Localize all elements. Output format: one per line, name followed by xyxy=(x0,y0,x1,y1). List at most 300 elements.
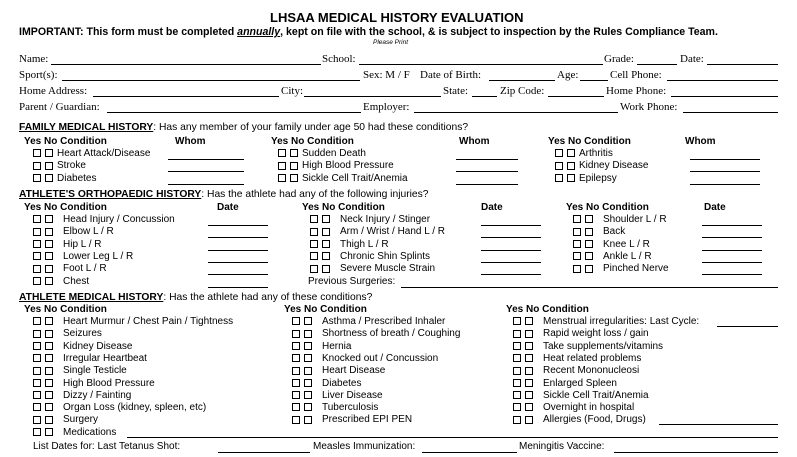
no-checkbox[interactable] xyxy=(322,240,330,248)
no-checkbox[interactable] xyxy=(45,354,53,362)
date-field[interactable] xyxy=(702,262,762,263)
condition-label: Severe Muscle Strain xyxy=(340,263,436,275)
state-field[interactable] xyxy=(472,96,497,97)
condition-label: Shoulder L / R xyxy=(603,214,667,225)
condition-label: Arm / Wrist / Hand L / R xyxy=(340,226,446,238)
important-prefix: IMPORTANT: This form must be completed xyxy=(19,26,238,38)
work-phone-field[interactable] xyxy=(683,112,778,113)
condition-label: Sudden Death xyxy=(302,148,366,159)
condition-label: Sickle Cell Trait/Anemia xyxy=(543,389,649,401)
no-header: No xyxy=(44,202,58,213)
address-field[interactable] xyxy=(93,96,279,97)
condition-row xyxy=(513,353,641,364)
no-checkbox[interactable] xyxy=(322,215,330,223)
yes-checkbox[interactable] xyxy=(310,228,318,236)
condition-row xyxy=(310,263,435,274)
important-emphasis: annually xyxy=(237,26,281,38)
yes-checkbox[interactable] xyxy=(292,317,300,325)
yes-checkbox[interactable] xyxy=(33,403,41,411)
ortho-col2-header xyxy=(302,202,385,213)
no-header: No xyxy=(44,304,58,315)
yes-header: Yes xyxy=(24,304,42,315)
condition-row xyxy=(33,390,131,401)
yes-checkbox[interactable] xyxy=(573,252,581,260)
no-checkbox[interactable] xyxy=(45,149,53,157)
age-label: Age: xyxy=(557,69,579,81)
no-checkbox[interactable] xyxy=(585,265,593,273)
yes-checkbox[interactable] xyxy=(310,265,318,273)
yes-checkbox[interactable] xyxy=(513,342,521,350)
no-header: No xyxy=(586,202,600,213)
condition-row xyxy=(292,341,351,352)
ortho-history-heading xyxy=(19,189,429,200)
ortho-history-title: ATHLETE'S ORTHOPAEDIC HISTORY xyxy=(19,189,202,200)
ortho-date-header-2: Date xyxy=(481,202,503,213)
yes-checkbox[interactable] xyxy=(292,391,300,399)
state-label: State: xyxy=(443,85,469,97)
condition-row xyxy=(292,414,412,425)
ortho-date-header-1: Date xyxy=(217,202,239,213)
no-checkbox[interactable] xyxy=(304,342,312,350)
yes-checkbox[interactable] xyxy=(513,379,521,387)
yes-checkbox[interactable] xyxy=(33,342,41,350)
yes-checkbox[interactable] xyxy=(33,228,41,236)
condition-row xyxy=(573,226,625,237)
yes-checkbox[interactable] xyxy=(513,403,521,411)
employer-field[interactable] xyxy=(414,112,618,113)
date-field[interactable] xyxy=(208,237,268,238)
date-field[interactable] xyxy=(208,274,268,275)
date-field[interactable] xyxy=(702,274,762,275)
yes-checkbox[interactable] xyxy=(33,330,41,338)
condition-row xyxy=(513,378,617,389)
no-header: No xyxy=(44,136,58,147)
yes-header: Yes xyxy=(548,136,566,147)
whom-field[interactable] xyxy=(168,159,244,160)
no-checkbox[interactable] xyxy=(45,416,53,424)
condition-label: Prescribed EPI PEN xyxy=(322,414,413,426)
condition-label: Lower Leg L / R xyxy=(63,250,134,262)
measles-label: Measles Immunization: xyxy=(313,441,416,452)
condition-row xyxy=(33,365,127,376)
condition-header: Condition xyxy=(60,304,107,315)
no-checkbox[interactable] xyxy=(304,354,312,362)
condition-label: Pinched Nerve xyxy=(603,263,669,275)
no-checkbox[interactable] xyxy=(45,174,53,182)
condition-header: Condition xyxy=(60,136,107,147)
date-field[interactable] xyxy=(481,237,541,238)
family-history-title: FAMILY MEDICAL HISTORY xyxy=(19,122,154,133)
athlete-history-heading xyxy=(19,292,372,303)
yes-checkbox[interactable] xyxy=(292,354,300,362)
condition-label: Tuberculosis xyxy=(322,402,379,414)
condition-label: Kidney Disease xyxy=(579,160,649,172)
cell-phone-field[interactable] xyxy=(667,80,778,81)
family-col3-header xyxy=(548,136,631,147)
condition-label: Surgery xyxy=(63,414,99,426)
condition-row xyxy=(555,148,613,159)
no-checkbox[interactable] xyxy=(45,367,53,375)
condition-row xyxy=(310,251,430,262)
cell-phone-label: Cell Phone: xyxy=(610,69,662,81)
condition-row xyxy=(573,239,650,250)
yes-checkbox[interactable] xyxy=(310,240,318,248)
no-checkbox[interactable] xyxy=(45,428,53,436)
condition-label: Epilepsy xyxy=(579,172,617,184)
no-checkbox[interactable] xyxy=(45,342,53,350)
condition-row xyxy=(513,316,699,327)
grade-field[interactable] xyxy=(637,64,677,65)
condition-row xyxy=(513,328,649,339)
athlete-history-question: : Has the athlete had any of these conditions? xyxy=(163,292,373,303)
yes-checkbox[interactable] xyxy=(33,149,41,157)
ortho-col3-header xyxy=(566,202,649,213)
condition-header: Condition xyxy=(584,136,631,147)
no-checkbox[interactable] xyxy=(525,391,533,399)
no-checkbox[interactable] xyxy=(45,379,53,387)
yes-checkbox[interactable] xyxy=(278,149,286,157)
condition-row xyxy=(292,378,361,389)
whom-field[interactable] xyxy=(456,159,518,160)
no-checkbox[interactable] xyxy=(45,228,53,236)
date-field[interactable] xyxy=(702,225,762,226)
yes-checkbox[interactable] xyxy=(33,162,41,170)
please-print-note: Please Print xyxy=(373,39,409,46)
tetanus-field[interactable] xyxy=(218,452,310,453)
condition-row xyxy=(573,251,652,262)
athlete-col2-header xyxy=(284,304,367,315)
yes-checkbox[interactable] xyxy=(555,149,563,157)
yes-checkbox[interactable] xyxy=(513,416,521,424)
no-checkbox[interactable] xyxy=(525,416,533,424)
condition-label: Back xyxy=(603,226,626,238)
condition-label: Hip L / R xyxy=(63,238,102,250)
yes-header: Yes xyxy=(302,202,320,213)
name-field[interactable] xyxy=(51,64,321,65)
condition-row xyxy=(513,402,634,413)
yes-checkbox[interactable] xyxy=(292,403,300,411)
condition-row xyxy=(513,414,646,425)
condition-row xyxy=(292,353,438,364)
no-header: No xyxy=(568,136,582,147)
parent-label: Parent / Guardian: xyxy=(19,101,100,113)
condition-row xyxy=(292,316,445,327)
meningitis-field[interactable] xyxy=(614,452,778,453)
yes-checkbox[interactable] xyxy=(310,215,318,223)
home-phone-field[interactable] xyxy=(671,96,778,97)
date-field[interactable] xyxy=(481,274,541,275)
age-field[interactable] xyxy=(580,80,608,81)
condition-header: Condition xyxy=(542,304,589,315)
date-field[interactable] xyxy=(707,64,778,65)
condition-row xyxy=(33,173,96,184)
condition-row xyxy=(33,276,89,287)
condition-row xyxy=(33,328,102,339)
no-checkbox[interactable] xyxy=(304,379,312,387)
whom-field[interactable] xyxy=(690,184,760,185)
whom-field[interactable] xyxy=(690,159,760,160)
zip-field[interactable] xyxy=(548,96,604,97)
date-field[interactable] xyxy=(208,287,268,288)
family-whom-header-3: Whom xyxy=(685,136,716,147)
yes-checkbox[interactable] xyxy=(278,162,286,170)
home-phone-label: Home Phone: xyxy=(606,85,667,97)
condition-label: Thigh L / R xyxy=(340,238,389,250)
yes-checkbox[interactable] xyxy=(513,330,521,338)
no-checkbox[interactable] xyxy=(45,330,53,338)
no-checkbox[interactable] xyxy=(585,252,593,260)
date-field[interactable] xyxy=(481,225,541,226)
no-checkbox[interactable] xyxy=(525,342,533,350)
yes-checkbox[interactable] xyxy=(33,277,41,285)
family-col1-header xyxy=(24,136,107,147)
condition-row xyxy=(555,160,648,171)
yes-checkbox[interactable] xyxy=(292,342,300,350)
condition-label: Diabetes xyxy=(57,172,97,184)
condition-label: Dizzy / Fainting xyxy=(63,389,132,401)
yes-checkbox[interactable] xyxy=(33,317,41,325)
condition-label: Menstrual irregularities: Last Cycle: xyxy=(543,316,700,327)
athlete-history-title: ATHLETE MEDICAL HISTORY xyxy=(19,292,164,303)
no-checkbox[interactable] xyxy=(290,174,298,182)
school-field[interactable] xyxy=(359,64,603,65)
condition-row xyxy=(33,414,98,425)
condition-row xyxy=(278,148,366,159)
yes-checkbox[interactable] xyxy=(310,252,318,260)
date-label: Date: xyxy=(680,53,704,65)
condition-label: Liver Disease xyxy=(322,389,383,401)
condition-row xyxy=(278,160,394,171)
condition-label: Foot L / R xyxy=(63,263,107,275)
no-checkbox[interactable] xyxy=(45,391,53,399)
yes-checkbox[interactable] xyxy=(573,265,581,273)
date-field[interactable] xyxy=(208,225,268,226)
yes-checkbox[interactable] xyxy=(292,379,300,387)
condition-row xyxy=(513,390,649,401)
no-checkbox[interactable] xyxy=(290,149,298,157)
condition-label: Seizures xyxy=(63,328,102,340)
date-field[interactable] xyxy=(702,250,762,251)
condition-row xyxy=(33,226,114,237)
no-header: No xyxy=(526,304,540,315)
condition-row xyxy=(33,316,233,327)
no-checkbox[interactable] xyxy=(45,317,53,325)
yes-checkbox[interactable] xyxy=(33,174,41,182)
ortho-date-header-3: Date xyxy=(704,202,726,213)
condition-label: Kidney Disease xyxy=(63,340,133,352)
no-checkbox[interactable] xyxy=(525,330,533,338)
sex-label[interactable]: Sex: M / F xyxy=(363,69,410,81)
yes-checkbox[interactable] xyxy=(292,367,300,375)
yes-checkbox[interactable] xyxy=(33,354,41,362)
yes-checkbox[interactable] xyxy=(33,240,41,248)
whom-field[interactable] xyxy=(690,171,760,172)
meningitis-label: Meningitis Vaccine: xyxy=(519,441,605,452)
condition-label: Heart Disease xyxy=(322,365,386,377)
yes-checkbox[interactable] xyxy=(513,317,521,325)
grade-label: Grade: xyxy=(604,53,634,65)
no-checkbox[interactable] xyxy=(45,215,53,223)
whom-field[interactable] xyxy=(168,184,244,185)
yes-header: Yes xyxy=(566,202,584,213)
condition-label: Medications xyxy=(63,426,117,438)
date-field[interactable] xyxy=(208,250,268,251)
parent-field[interactable] xyxy=(107,112,361,113)
no-checkbox[interactable] xyxy=(45,252,53,260)
whom-field[interactable] xyxy=(168,171,244,172)
whom-field[interactable] xyxy=(456,184,518,185)
yes-checkbox[interactable] xyxy=(573,240,581,248)
dob-field[interactable] xyxy=(489,80,555,81)
condition-header: Condition xyxy=(338,202,385,213)
condition-row xyxy=(33,148,150,159)
athlete-col3-header xyxy=(506,304,589,315)
important-notice xyxy=(19,26,718,38)
medications-field[interactable] xyxy=(127,437,778,438)
yes-checkbox[interactable] xyxy=(513,367,521,375)
no-checkbox[interactable] xyxy=(45,240,53,248)
yes-checkbox[interactable] xyxy=(33,367,41,375)
no-checkbox[interactable] xyxy=(304,330,312,338)
condition-row xyxy=(555,173,617,184)
city-label: City: xyxy=(281,85,304,97)
employer-label: Employer: xyxy=(363,101,410,113)
condition-row xyxy=(513,341,663,352)
condition-row xyxy=(513,365,639,376)
condition-label: Rapid weight loss / gain xyxy=(543,328,649,340)
condition-label: Head Injury / Concussion xyxy=(63,214,175,225)
condition-label: Allergies (Food, Drugs) xyxy=(543,414,646,426)
condition-label: Heart Murmur / Chest Pain / Tightness xyxy=(63,316,234,327)
yes-checkbox[interactable] xyxy=(33,215,41,223)
athlete-col1-header xyxy=(24,304,107,315)
last-cycle-field[interactable] xyxy=(717,326,778,327)
allergies-field[interactable] xyxy=(659,424,778,425)
whom-field[interactable] xyxy=(456,171,518,172)
condition-header: Condition xyxy=(602,202,649,213)
condition-row xyxy=(33,160,86,171)
condition-header: Condition xyxy=(307,136,354,147)
condition-label: Knee L / R xyxy=(603,238,650,250)
condition-row xyxy=(292,328,460,339)
condition-label: Chronic Shin Splints xyxy=(340,250,431,262)
no-checkbox[interactable] xyxy=(525,403,533,411)
yes-checkbox[interactable] xyxy=(33,379,41,387)
condition-label: Irregular Heartbeat xyxy=(63,352,147,364)
condition-row xyxy=(33,214,175,225)
previous-surgeries-field[interactable] xyxy=(401,287,778,288)
previous-surgeries-label: Previous Surgeries: xyxy=(308,276,396,287)
city-field[interactable] xyxy=(304,96,441,97)
school-label: School: xyxy=(322,53,356,65)
date-field[interactable] xyxy=(481,250,541,251)
no-checkbox[interactable] xyxy=(304,416,312,424)
no-checkbox[interactable] xyxy=(45,162,53,170)
yes-checkbox[interactable] xyxy=(292,330,300,338)
important-suffix: , kept on file with the school, & is subject to inspection by the Rules Compliance Team. xyxy=(280,26,718,38)
yes-checkbox[interactable] xyxy=(555,174,563,182)
no-checkbox[interactable] xyxy=(525,367,533,375)
no-checkbox[interactable] xyxy=(525,354,533,362)
no-checkbox[interactable] xyxy=(322,228,330,236)
yes-checkbox[interactable] xyxy=(573,215,581,223)
condition-row xyxy=(278,173,408,184)
date-field[interactable] xyxy=(208,262,268,263)
ortho-history-question: : Has the athlete had any of the following injuries? xyxy=(201,189,429,200)
no-checkbox[interactable] xyxy=(304,403,312,411)
no-checkbox[interactable] xyxy=(567,162,575,170)
yes-header: Yes xyxy=(271,136,289,147)
measles-field[interactable] xyxy=(422,452,517,453)
condition-label: Heat related problems xyxy=(543,352,642,364)
no-checkbox[interactable] xyxy=(322,265,330,273)
yes-checkbox[interactable] xyxy=(33,265,41,273)
yes-checkbox[interactable] xyxy=(555,162,563,170)
yes-header: Yes xyxy=(24,202,42,213)
condition-label: Enlarged Spleen xyxy=(543,377,617,389)
no-header: No xyxy=(322,202,336,213)
yes-header: Yes xyxy=(284,304,302,315)
condition-row xyxy=(292,402,378,413)
no-checkbox[interactable] xyxy=(322,252,330,260)
yes-checkbox[interactable] xyxy=(33,252,41,260)
condition-row xyxy=(33,402,206,413)
no-checkbox[interactable] xyxy=(525,317,533,325)
no-checkbox[interactable] xyxy=(290,162,298,170)
no-checkbox[interactable] xyxy=(567,174,575,182)
family-whom-header-1: Whom xyxy=(175,136,206,147)
condition-row xyxy=(310,214,430,225)
condition-label: Stroke xyxy=(57,160,86,172)
yes-checkbox[interactable] xyxy=(33,416,41,424)
tetanus-label: List Dates for: Last Tetanus Shot: xyxy=(33,441,181,452)
condition-label: High Blood Pressure xyxy=(63,377,155,389)
no-checkbox[interactable] xyxy=(304,317,312,325)
no-checkbox[interactable] xyxy=(525,379,533,387)
yes-checkbox[interactable] xyxy=(513,354,521,362)
sport-field[interactable] xyxy=(62,80,360,81)
no-checkbox[interactable] xyxy=(45,403,53,411)
yes-checkbox[interactable] xyxy=(573,228,581,236)
no-header: No xyxy=(304,304,318,315)
form-title: LHSAA MEDICAL HISTORY EVALUATION xyxy=(270,10,524,25)
no-checkbox[interactable] xyxy=(45,265,53,273)
yes-checkbox[interactable] xyxy=(292,416,300,424)
yes-header: Yes xyxy=(506,304,524,315)
no-checkbox[interactable] xyxy=(585,240,593,248)
yes-checkbox[interactable] xyxy=(278,174,286,182)
no-checkbox[interactable] xyxy=(585,215,593,223)
dob-label: Date of Birth: xyxy=(420,69,482,81)
no-checkbox[interactable] xyxy=(585,228,593,236)
no-checkbox[interactable] xyxy=(304,391,312,399)
yes-checkbox[interactable] xyxy=(513,391,521,399)
condition-row xyxy=(33,251,133,262)
date-field[interactable] xyxy=(481,262,541,263)
condition-label: Asthma / Prescribed Inhaler xyxy=(322,316,446,327)
no-checkbox[interactable] xyxy=(567,149,575,157)
date-field[interactable] xyxy=(702,237,762,238)
no-checkbox[interactable] xyxy=(304,367,312,375)
yes-checkbox[interactable] xyxy=(33,428,41,436)
yes-checkbox[interactable] xyxy=(33,391,41,399)
condition-label: Elbow L / R xyxy=(63,226,114,238)
condition-row xyxy=(33,353,147,364)
condition-label: Overnight in hospital xyxy=(543,402,635,414)
zip-label: Zip Code: xyxy=(500,85,545,97)
no-checkbox[interactable] xyxy=(45,277,53,285)
condition-row xyxy=(33,378,155,389)
